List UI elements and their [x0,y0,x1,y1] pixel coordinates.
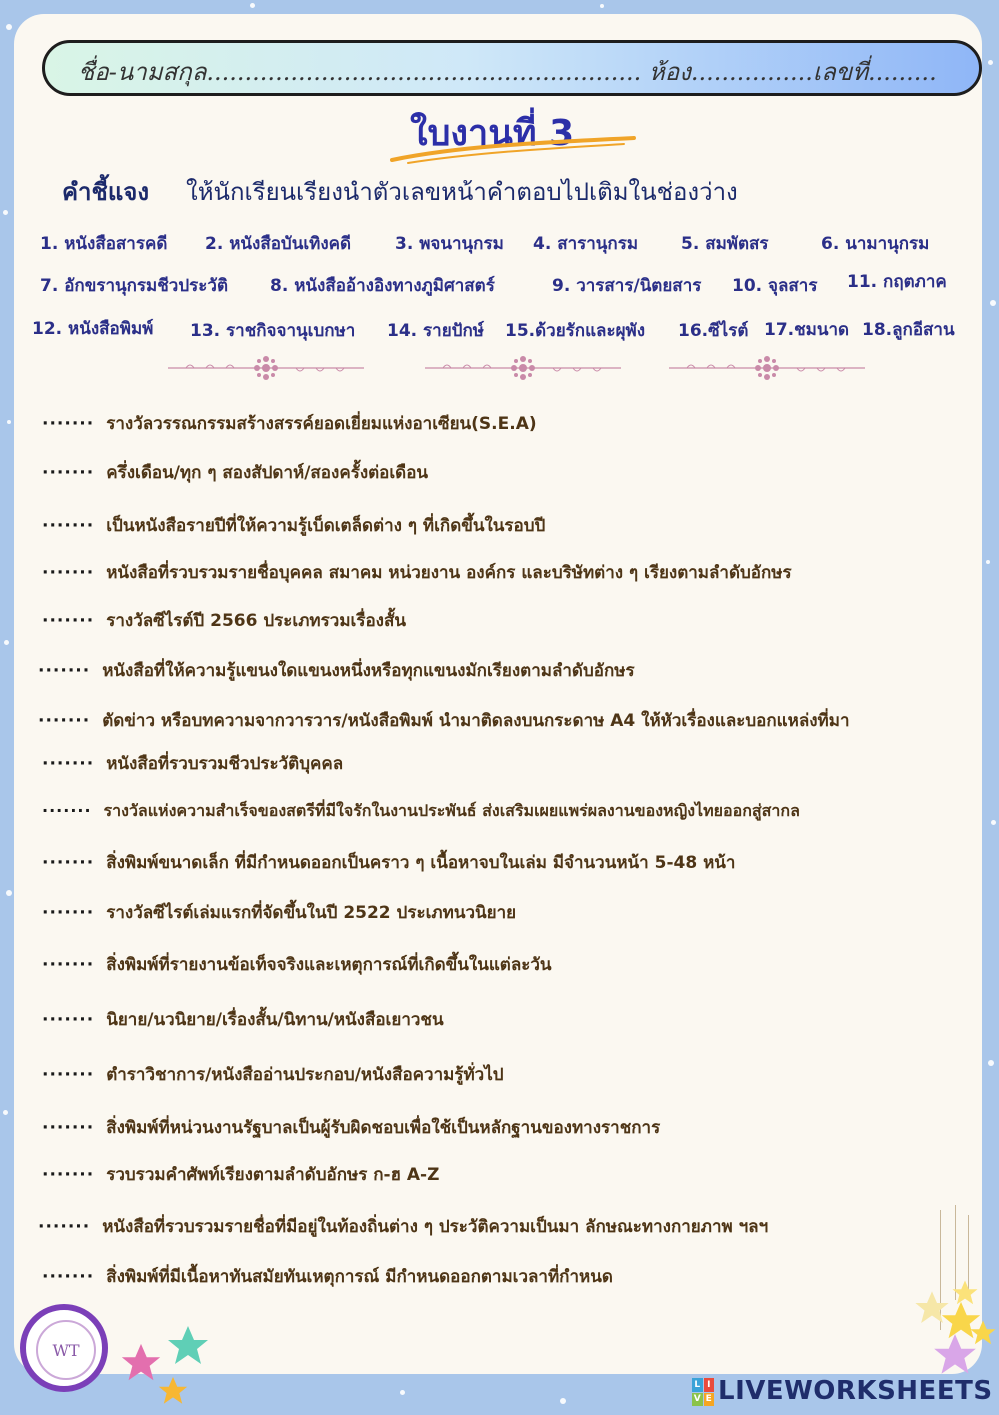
brand-icon-letter: V [693,1394,701,1405]
option-item: 13. ราชกิจจานุเบกษา [190,321,356,341]
answer-blank[interactable]: ······· [42,1065,95,1085]
flower-divider-icon [667,354,867,382]
question-row [42,559,792,586]
question-row [42,849,735,876]
answer-blank[interactable]: ······· [42,801,92,820]
question-text: หนังสือที่ให้ความรู้แขนงใดแขนงหนึ่งหรือทุกแขนงมักเรียงตามลำดับอักษร [102,661,635,681]
question-row [42,1161,439,1188]
option-item: 18.ลูกอีสาน [862,320,955,340]
option-item: 11. กฤตภาค [847,272,947,292]
option-item: 17.ชมนาด [764,320,850,340]
instructions-label: คำชี้แจง [62,178,150,206]
question-row [42,799,800,824]
star-icon [164,1322,212,1370]
option-item: 5. สมพัตสร [681,234,769,254]
option-item: 4. สารานุกรม [533,234,639,254]
question-text: ตำราวิชาการ/หนังสืออ่านประกอบ/หนังสือความรู้ทั่วไป [106,1065,504,1085]
option-item: 8. หนังสืออ้างอิงทางภูมิศาสตร์ [270,276,495,296]
answer-blank[interactable]: ······· [42,903,95,923]
star-icon [156,1374,190,1408]
flower-divider-icon [423,354,623,382]
question-row [42,951,552,978]
creator-logo [20,1304,108,1392]
question-text: หนังสือที่รวบรวมรายชื่อบุคคล สมาคม หน่วยงาน องค์กร และบริษัทต่าง ๆ เรียงตามลำดับอักษร [106,563,792,583]
option-item: 12. หนังสือพิมพ์ [32,319,154,339]
option-item: 10. จุลสาร [732,276,818,296]
option-item: 6. นามานุกรม [821,234,930,254]
question-row [38,707,850,734]
question-row [42,1114,660,1141]
background-dot [3,210,8,215]
brand-icon-letter: E [704,1393,715,1407]
question-text: เป็นหนังสือรายปีที่ให้ความรู้เบ็ดเตล็ดต่าง ๆ ที่เกิดขึ้นในรอบปี [106,516,546,536]
background-dot [988,60,993,65]
answer-blank[interactable]: ······· [42,463,95,483]
question-text: รางวัลซีไรต์ปี 2566 ประเภทรวมเรื่องสั้น [106,611,406,631]
background-dot [986,560,990,564]
option-item: 3. พจนานุกรม [395,234,504,254]
star-icon [950,1278,980,1308]
question-text: นิยาย/นวนิยาย/เรื่องสั้น/นิทาน/หนังสือเยาวชน [106,1010,444,1030]
answer-blank[interactable]: ······· [42,955,95,975]
answer-blank[interactable]: ······· [42,563,95,583]
answer-blank[interactable]: ······· [42,611,95,631]
background-dot [991,820,996,825]
answer-blank[interactable]: ······· [38,661,91,681]
option-item: 2. หนังสือบันเทิงคดี [205,234,352,254]
background-dot [560,1398,566,1404]
brand-icon-letter: I [704,1378,715,1392]
question-text: สิ่งพิมพ์ที่รายงานข้อเท็จจริงและเหตุการณ์ที่เกิดขึ้นในแต่ละวัน [106,955,552,975]
question-row [42,1061,504,1088]
answer-blank[interactable]: ······· [42,754,95,774]
question-row [42,410,537,437]
background-dot [400,1390,405,1395]
flower-divider-icon [166,354,366,382]
answer-blank[interactable]: ······· [42,1267,95,1287]
question-text: รางวัลแห่งความสำเร็จของสตรีที่มีใจรักในงานประพันธ์ ส่งเสริมเผยแพร่ผลงานของหญิงไทยออกสู่สากล [103,801,800,820]
answer-blank[interactable]: ······· [38,1217,91,1237]
question-text: รางวัลซีไรต์เล่มแรกที่จัดขึ้นในปี 2522 ประเภทนวนิยาย [106,903,517,923]
question-row [42,1006,444,1033]
question-row [42,607,406,634]
question-row [42,1263,613,1290]
option-item: 16.ซีไรต์ [678,321,749,341]
answer-blank[interactable]: ······· [42,516,95,536]
question-row [38,657,635,684]
background-dot [6,24,12,30]
answer-blank[interactable]: ······· [42,853,95,873]
background-dot [4,640,9,645]
answer-blank[interactable]: ······· [42,1165,95,1185]
creator-logo-text: WT [36,1320,96,1380]
question-text: หนังสือที่รวบรวมชีวประวัติบุคคล [106,754,344,774]
brand-icon-letter: L [692,1378,703,1392]
background-dot [6,890,12,896]
liveworksheets-brand[interactable]: LIVEWORKSHEETS [718,1376,993,1406]
question-row [42,899,516,926]
background-dot [990,300,996,306]
option-item: 7. อักขรานุกรมชีวประวัติ [40,276,228,296]
instructions-text: ให้นักเรียนเรียงนำตัวเลขหน้าคำตอบไปเติมในช่องว่าง [186,178,738,206]
question-row [42,750,343,777]
answer-blank[interactable]: ······· [42,1118,95,1138]
question-row [42,459,428,486]
question-text: สิ่งพิมพ์ขนาดเล็ก ที่มีกำหนดออกเป็นคราว ๆ เนื้อหาจบในเล่ม มีจำนวนหน้า 5-48 หน้า [106,853,736,873]
title-swoosh-icon [388,132,638,166]
question-row [38,1213,768,1240]
answer-blank[interactable]: ······· [42,1010,95,1030]
question-text: สิ่งพิมพ์ที่หน่วนงานรัฐบาลเป็นผู้รับผิดชอบเพื่อใช้เป็นหลักฐานของทางราชการ [106,1118,661,1138]
question-text: หนังสือที่รวบรวมรายชื่อที่มีอยู่ในท้องถิ่นต่าง ๆ ประวัติความเป็นมา ลักษณะทางกายภาพ ฯลฯ [102,1217,769,1237]
liveworksheets-logo-icon [692,1378,714,1406]
option-item: 15.ด้วยรักและผุพัง [505,321,646,341]
option-item: 9. วารสาร/นิตยสาร [552,276,702,296]
question-text: รวบรวมคำศัพท์เรียงตามลำดับอักษร ก-ฮ A-Z [106,1165,440,1185]
question-text: ครึ่งเดือน/ทุก ๆ สองสัปดาห์/สองครั้งต่อเดือน [106,463,429,483]
background-dot [250,3,255,8]
background-dot [988,1060,994,1066]
question-text: รางวัลวรรณกรรมสร้างสรรค์ยอดเยี่ยมแห่งอาเซียน(S.E.A) [106,414,537,434]
worksheet-title: ใบงานที่ 3 [410,113,575,154]
student-info-text[interactable]: ชื่อ-นามสกุล......................................................... ห้อง................เลขที่......... [78,58,937,86]
star-icon [968,1318,998,1348]
question-text: สิ่งพิมพ์ที่มีเนื้อหาทันสมัยทันเหตุการณ์ มีกำหนดออกตามเวลาที่กำหนด [106,1267,613,1287]
option-item: 14. รายปักษ์ [387,321,484,341]
answer-blank[interactable]: ······· [38,711,91,731]
background-dot [3,1110,8,1115]
question-row [42,512,545,539]
background-dot [600,4,604,8]
answer-blank[interactable]: ······· [42,414,95,434]
option-item: 1. หนังสือสารคดี [40,234,168,254]
background-dot [7,420,11,424]
question-text: ตัดข่าว หรือบทความจากวารวาร/หนังสือพิมพ์ นำมาติดลงบนกระดาษ A4 ให้หัวเรื่องและบอกแหล่งที่มา [102,711,850,731]
